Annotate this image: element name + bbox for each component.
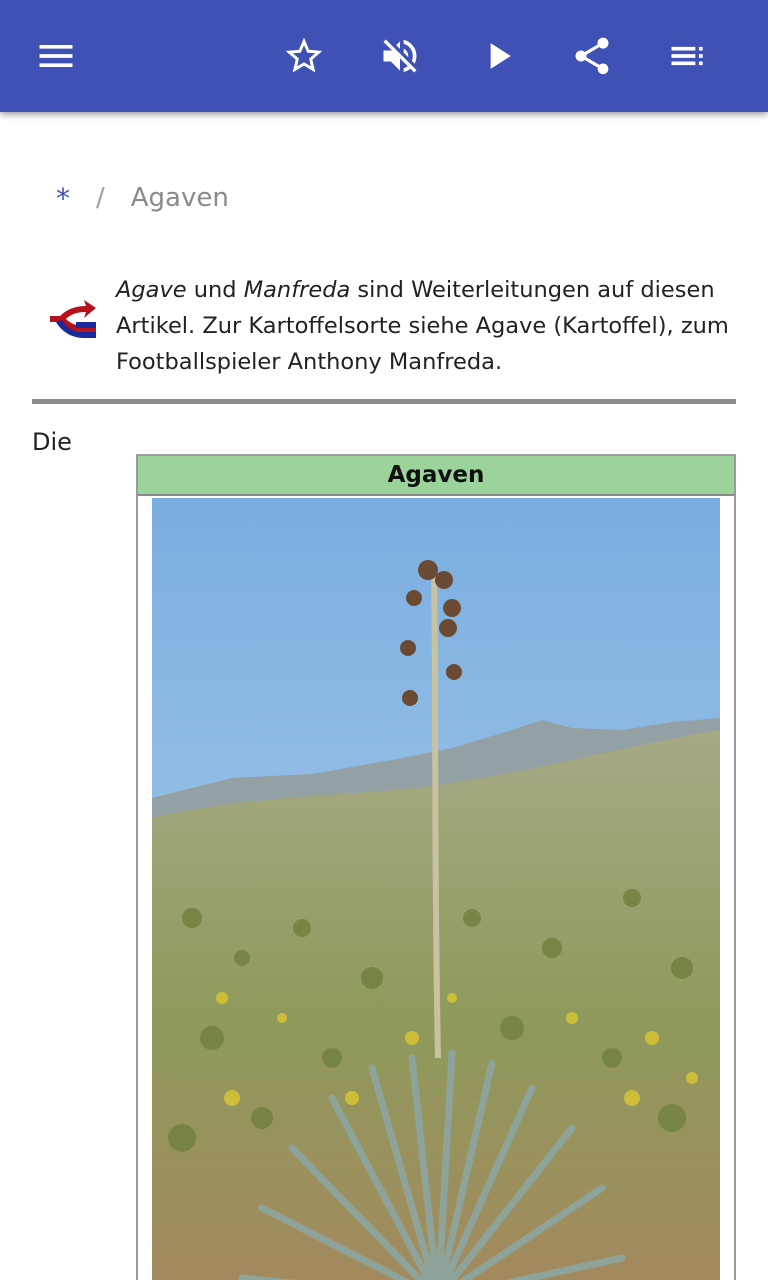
hatnote-term-agave[interactable]: Agave xyxy=(116,277,187,303)
share-button[interactable] xyxy=(564,28,620,84)
volume-off-icon xyxy=(378,34,422,78)
breadcrumb-separator: / xyxy=(96,183,105,213)
share-icon xyxy=(570,34,614,78)
taxobox xyxy=(136,454,736,1280)
toc-button[interactable] xyxy=(660,28,716,84)
agave-photo-illustration xyxy=(152,498,720,1280)
breadcrumb-current: Agaven xyxy=(130,183,229,213)
agave-photo[interactable] xyxy=(152,498,720,1280)
taxobox-title: Agaven xyxy=(138,456,734,496)
mute-button[interactable] xyxy=(372,28,428,84)
play-icon xyxy=(476,34,520,78)
menu-button[interactable] xyxy=(28,28,84,84)
hatnote-rest: sind Weiterleitungen auf diesen Artikel. Zur Kartoffelsorte siehe Agave (Kartoffel), zum Footballspieler Anthony Manfreda. xyxy=(116,277,729,375)
star-outline-icon xyxy=(282,34,326,78)
redirect-icon xyxy=(46,298,100,342)
hatnote-term-manfreda[interactable]: Manfreda xyxy=(243,277,351,303)
hatnote-text xyxy=(116,272,736,380)
list-icon xyxy=(666,34,710,78)
article-intro-text: Die xyxy=(32,428,72,456)
menu-icon xyxy=(34,34,78,78)
breadcrumb xyxy=(56,176,229,220)
breadcrumb-home-link[interactable]: * xyxy=(56,181,70,215)
favorite-button[interactable] xyxy=(276,28,332,84)
play-button[interactable] xyxy=(470,28,526,84)
app-toolbar xyxy=(0,0,768,112)
hatnote-connector: und xyxy=(186,277,244,303)
hatnote xyxy=(32,268,736,404)
